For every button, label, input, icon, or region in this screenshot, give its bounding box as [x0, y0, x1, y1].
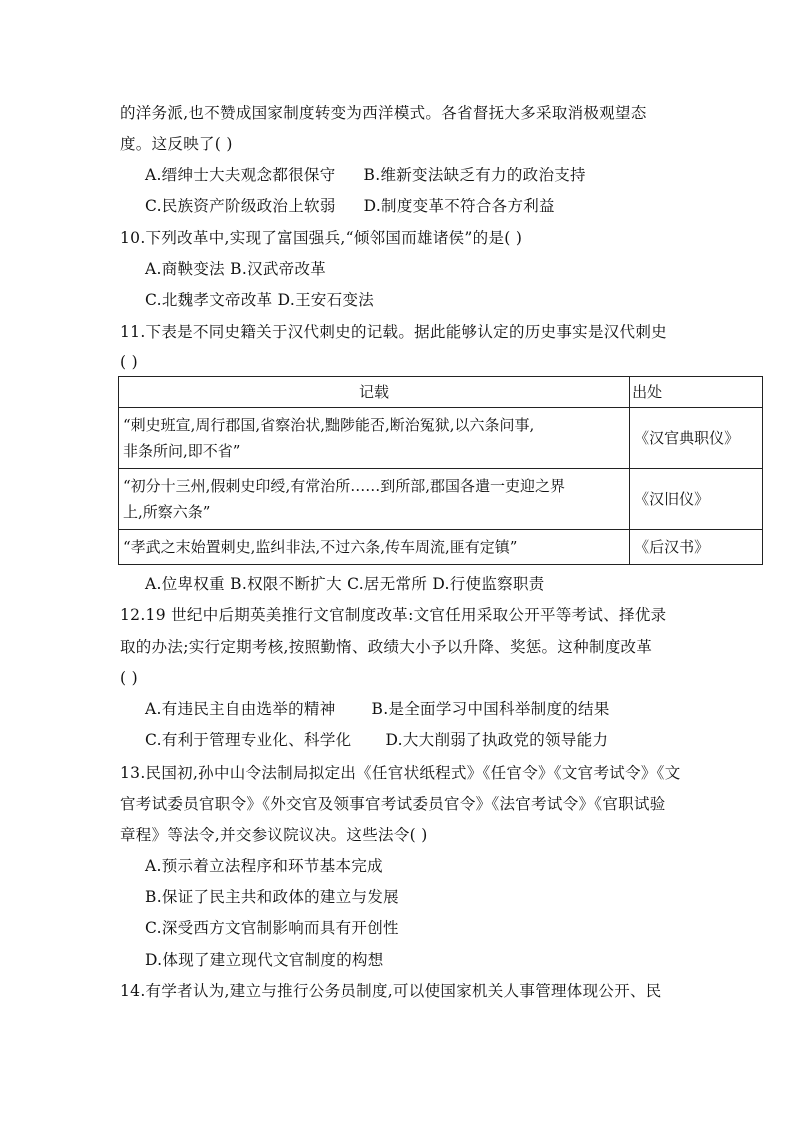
table-row: [119, 530, 763, 565]
q9-options-cd: [145, 196, 555, 216]
source-cell: 《汉官典职仪》: [630, 408, 763, 469]
q14-stem-line1: 14.有学者认为,建立与推行公务员制度,可以使国家机关人事管理体现公开、民: [120, 982, 662, 1000]
record-line: “孝武之末始置刺史,监纠非法,不过六条,传车周流,匪有定镇”: [123, 538, 518, 556]
q13-stem-line2: 官考试委员官职令》《外交官及领事官考试委员官令》《法官考试令》《官职试验: [120, 795, 666, 813]
q10-stem: 10.下列改革中,实现了富国强兵,“倾邻国而雄诸侯”的是( ): [120, 229, 523, 247]
q12-options-cd: [145, 730, 608, 750]
q13-stem-line1: 13.民国初,孙中山令法制局拟定出《任官状纸程式》《任官令》《文官考试令》《文: [120, 764, 681, 782]
q12-option-c: C.有利于管理专业化、科学化: [145, 731, 352, 749]
q12-stem-line2: 取的办法;实行定期考核,按照勤惰、政绩大小予以升降、奖惩。这种制度改革: [120, 638, 653, 656]
q10-options-ab: A.商鞅变法 B.汉武帝改革: [145, 260, 327, 278]
q12-options-ab: [145, 699, 610, 719]
header-source: 出处: [630, 377, 763, 408]
record-line: “初分十三州,假刺史印绶,有常治所……到所部,郡国各遣一吏迎之界: [123, 477, 565, 495]
q10-options-cd: C.北魏孝文帝改革 D.王安石变法: [145, 291, 375, 309]
source-cell: 《后汉书》: [630, 530, 763, 565]
header-record: 记载: [119, 377, 630, 408]
q12-option-b: B.是全面学习中国科举制度的结果: [371, 700, 610, 718]
q13-option-a: A.预示着立法程序和环节基本完成: [145, 857, 383, 875]
record-cell: [119, 530, 630, 565]
table-row: [119, 408, 763, 469]
q11-stem-line2: ( ): [120, 353, 138, 371]
record-line: 非条所问,即不省”: [123, 442, 241, 460]
q13-stem-line3: 章程》等法令,并交参议院议决。这些法令( ): [120, 826, 428, 844]
record-cell: [119, 469, 630, 530]
q9-stem-line1: 的洋务派,也不赞成国家制度转变为西洋模式。各省督抚大多采取消极观望态: [120, 104, 647, 122]
table-header-row: [119, 377, 763, 408]
q11-options: A.位卑权重 B.权限不断扩大 C.居无常所 D.行使监察职责: [145, 575, 545, 593]
q9-option-c: C.民族资产阶级政治上软弱: [145, 197, 336, 215]
q12-stem-line1: 12.19 世纪中后期英美推行文官制度改革:文官任用采取公开平等考试、择优录: [120, 606, 667, 624]
q13-option-d: D.体现了建立现代文官制度的构想: [145, 951, 384, 969]
q9-option-d: D.制度变革不符合各方利益: [363, 197, 555, 215]
q9-stem-line2: 度。这反映了( ): [120, 135, 233, 153]
records-table: [118, 376, 763, 565]
record-line: “刺史班宣,周行郡国,省察治状,黜陟能否,断治冤狱,以六条问事,: [123, 416, 535, 434]
q9-option-a: A.缙绅士大夫观念都很保守: [145, 166, 336, 184]
q13-option-c: C.深受西方文官制影响而具有开创性: [145, 919, 399, 937]
q11-stem-line1: 11.下表是不同史籍关于汉代刺史的记载。据此能够认定的历史事实是汉代刺史: [120, 323, 667, 341]
source-cell: 《汉旧仪》: [630, 469, 763, 530]
q9-options-ab: [145, 165, 586, 185]
q13-option-b: B.保证了民主共和政体的建立与发展: [145, 888, 399, 906]
q9-option-b: B.维新变法缺乏有力的政治支持: [363, 166, 586, 184]
q12-option-d: D.大大削弱了执政党的领导能力: [385, 731, 609, 749]
record-cell: [119, 408, 630, 469]
q12-option-a: A.有违民主自由选举的精神: [145, 700, 336, 718]
q12-stem-line3: ( ): [120, 669, 138, 687]
table-row: [119, 469, 763, 530]
record-line: 上,所察六条”: [123, 503, 211, 521]
